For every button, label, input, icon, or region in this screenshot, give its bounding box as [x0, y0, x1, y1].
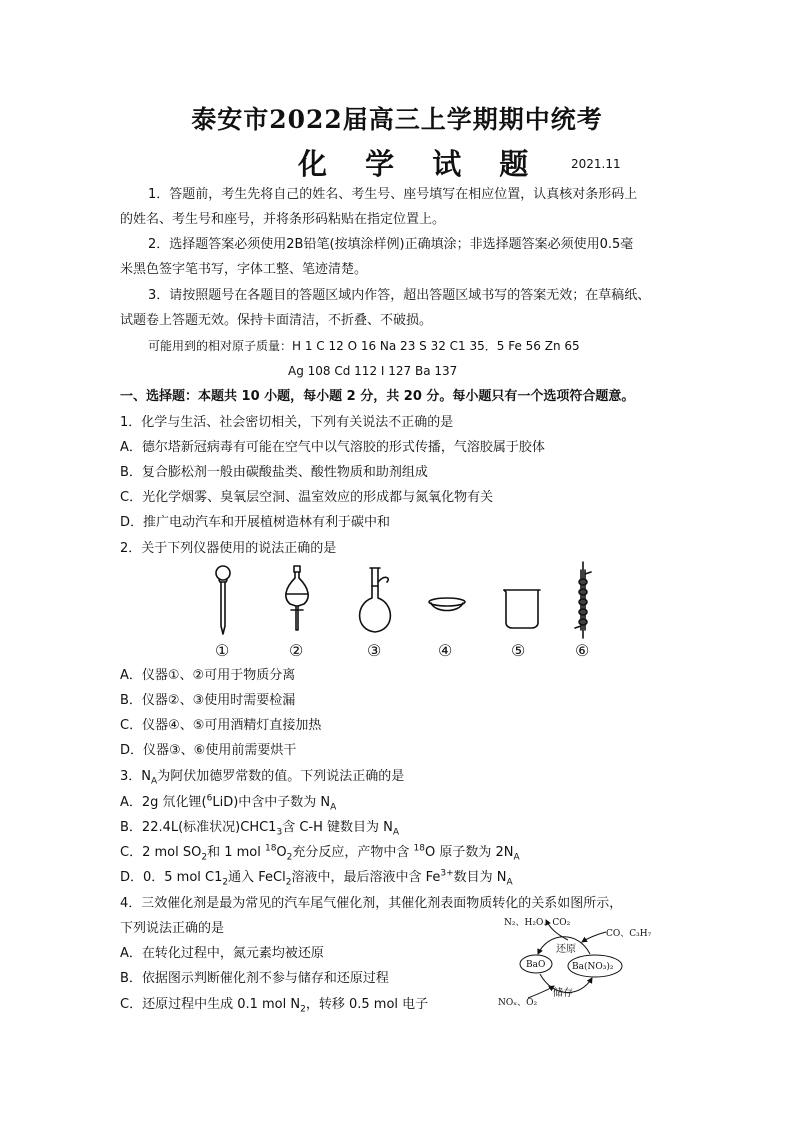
q4c-sub: 2 — [300, 1004, 306, 1015]
q3-num: 3． — [120, 769, 142, 784]
q3b-part2: 含 C-H 键数目为 N — [282, 820, 393, 835]
q3d-part3: 溶液中，最后溶液中含 Fe — [291, 870, 441, 885]
q1-option-b: B．复合膨松剂一般由碳酸盐类、酸性物质和助剂组成 — [120, 465, 428, 480]
instruction-2b: 米黑色签字笔书写，字体工整、笔迹清楚。 — [120, 262, 368, 277]
atomic-masses-line1: 可能用到的相对原子质量：H 1 C 12 O 16 Na 23 S 32 C1 35．5 Fe 56 Zn 65 — [148, 339, 580, 353]
q3a-sub: A — [330, 802, 337, 813]
exam-title: 泰安市2022届高三上学期期中统考 — [191, 105, 603, 134]
q4-option-a: A．在转化过程中，氮元素均被还原 — [120, 946, 324, 961]
q3-option-b — [120, 820, 399, 836]
q1-option-d: D．推广电动汽车和开展植树造林有利于碳中和 — [120, 515, 391, 530]
q3-stem-text: 为阿伏加德罗常数的值。下列说法正确的是 — [157, 769, 405, 784]
q3d-part2: 通入 FeCl — [228, 870, 286, 885]
diagram-bao: BaO — [526, 960, 546, 970]
q3-na-sub: A — [151, 776, 158, 787]
diagram-top-left: N₂、H₂O、CO₂ — [504, 918, 571, 928]
instruction-3a: 3．请按照题号在各题目的答题区域内作答，超出答题区域书写的答案无效；在草稿纸、 — [148, 288, 651, 303]
subject-title: 化 学 试 题 — [298, 147, 543, 181]
q3d-sub1: 2 — [222, 877, 229, 888]
label-5: ⑤ — [511, 641, 526, 660]
volumetric-flask-icon — [360, 568, 391, 632]
q2-option-b: B．仪器②、③使用时需要检漏 — [120, 693, 296, 708]
diagram-bottom: NOₓ、O₂ — [498, 998, 538, 1008]
q3c-sub2: 2 — [286, 852, 293, 863]
reductant-arrow — [582, 932, 606, 942]
instruction-2a: 2．选择题答案必须使用2B铅笔(按填涂样例)正确填涂；非选择题答案必须使用0.5毫 — [148, 237, 634, 252]
q2-option-a: A．仪器①、②可用于物质分离 — [120, 668, 296, 683]
instruction-3b: 试题卷上答题无效。保持卡面清洁，不折叠、不破损。 — [120, 313, 433, 328]
q3c-sub1: 2 — [201, 852, 208, 863]
q3-stem — [120, 769, 404, 785]
dropper-icon — [216, 566, 230, 634]
q3a-part1: A．2g 氘化锂( — [120, 795, 207, 810]
q3d-sub2: 2 — [285, 877, 292, 888]
condenser-icon — [575, 562, 591, 638]
q3-option-a — [120, 795, 336, 811]
diagram-top-right: CO、C₃H₇ — [606, 929, 652, 939]
label-6: ⑥ — [575, 641, 590, 660]
q2-option-c: C．仪器④、⑤可用酒精灯直接加热 — [120, 718, 322, 733]
label-2: ② — [289, 641, 304, 660]
instruction-1b: 的姓名、考生号和座号，并将条形码粘贴在指定位置上。 — [120, 212, 446, 227]
instruction-1a: 1．答题前，考生先将自己的姓名、考生号、座号填写在相应位置，认真核对条形码上 — [148, 187, 638, 202]
diagram-bano3: Ba(NO₃)₂ — [572, 962, 614, 972]
q4c-part1: C．还原过程中生成 0.1 mol N — [120, 997, 301, 1012]
section-heading — [120, 389, 634, 405]
q3c-sub3: A — [513, 852, 520, 863]
q3d-sup: 3+ — [440, 868, 454, 879]
exam-date: 2021.11 — [571, 157, 621, 171]
q3a-part2: LiD)中含中子数为 N — [212, 795, 331, 810]
q3c-part2: 和 1 mol — [207, 845, 265, 860]
q3b-sub1: 3 — [276, 827, 283, 838]
nox-arrow — [528, 986, 554, 998]
q3c-part3: O — [276, 845, 287, 860]
q3d-sub3: A — [506, 877, 513, 888]
q2-apparatus-figure — [195, 560, 605, 664]
q3c-part1: C．2 mol SO — [120, 845, 202, 860]
q4-option-c — [120, 997, 428, 1013]
q3-option-d — [120, 870, 513, 886]
q1-stem: 1．化学与生活、社会密切相关，下列有关说法不正确的是 — [120, 415, 454, 430]
label-1: ① — [215, 641, 230, 660]
diagram-reduce: 还原 — [556, 944, 576, 955]
q3-option-c — [120, 845, 520, 861]
q3b-part1: B．22.4L(标准状况)CHC1 — [120, 820, 277, 835]
separatory-funnel-icon — [286, 566, 308, 630]
label-4: ④ — [438, 641, 453, 660]
q3d-part4: 数目为 N — [453, 870, 507, 885]
catalyst-cycle-diagram — [498, 910, 664, 1010]
q3c-part4: 充分反应，产物中含 — [292, 845, 414, 860]
q1-option-a: A．德尔塔新冠病毒有可能在空气中以气溶胶的形式传播，气溶胶属于胶体 — [120, 440, 545, 455]
q3c-sup2: 18 — [413, 843, 425, 854]
q2-option-d: D．仪器③、⑥使用前需要烘干 — [120, 743, 297, 758]
beaker-icon — [504, 590, 540, 628]
q1-option-c: C．光化学烟雾、臭氧层空洞、温室效应的形成都与氮氧化物有关 — [120, 490, 494, 505]
q2-stem: 2．关于下列仪器使用的说法正确的是 — [120, 541, 337, 556]
atomic-masses-line2: Ag 108 Cd 112 I 127 Ba 137 — [288, 364, 458, 378]
q3c-sup1: 18 — [264, 843, 277, 854]
evaporating-dish-icon — [429, 598, 465, 611]
q4-option-b: B．依据图示判断催化剂不参与储存和还原过程 — [120, 971, 389, 986]
q3d-part1: D．0．5 mol C1 — [120, 870, 223, 885]
diagram-store: 储存 — [553, 988, 573, 999]
q3c-part5: O 原子数为 2N — [424, 845, 514, 860]
q4-stem-line2: 下列说法正确的是 — [120, 921, 225, 936]
label-3: ③ — [367, 641, 382, 660]
q3-na: N — [141, 769, 152, 784]
q3a-sup: 6 — [206, 793, 213, 804]
q3b-sub2: A — [392, 827, 400, 838]
section-heading-text: 本题共 10 小题，每小题 2 分，共 20 分。每小题只有一个选项符合题意。 — [198, 389, 635, 404]
q4-stem-line1: 4．三效催化剂是最为常见的汽车尾气催化剂，其催化剂表面物质转化的关系如图所示， — [120, 896, 623, 911]
q4c-part2: ，转移 0.5 mol 电子 — [305, 997, 429, 1012]
section-heading-label: 一、选择题： — [120, 389, 199, 404]
